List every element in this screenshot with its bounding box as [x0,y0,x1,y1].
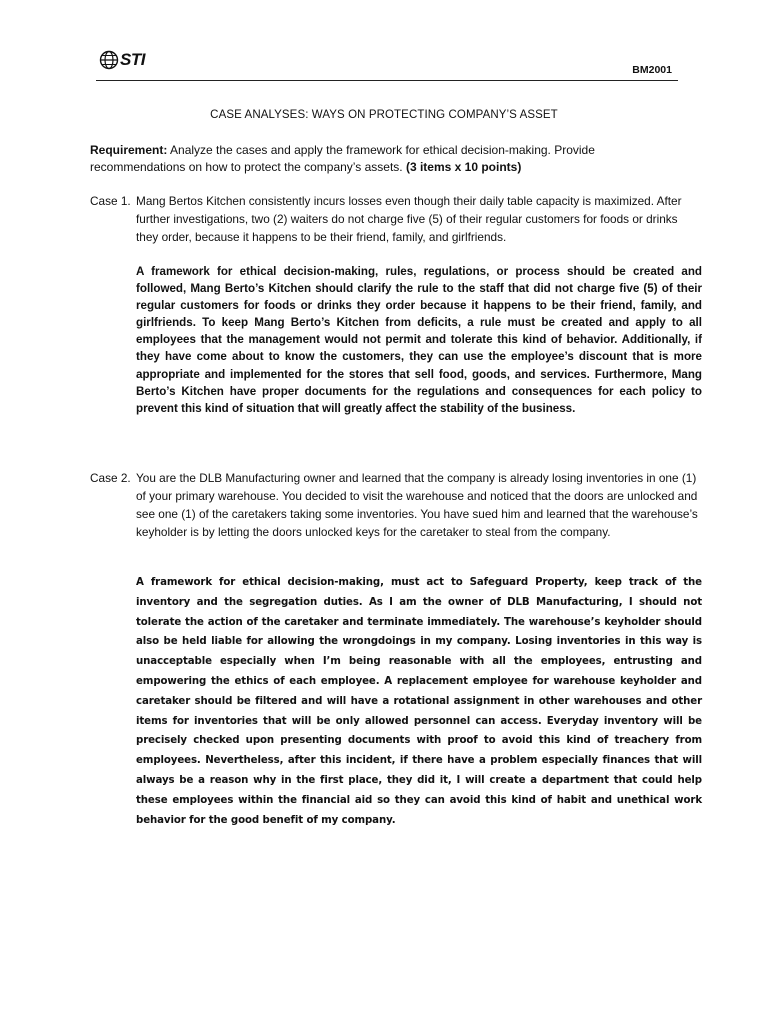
case-label: Case 1. [90,194,131,208]
globe-logo-icon [99,50,119,70]
case-answer: A framework for ethical decision-making, must act to Safeguard Property, keep track of the inventory and the segregation duties. As I am the owner of DLB Manufacturing, I should not tolerate the action of the caretaker and terminate immediately. The warehouse’s keyholder should also be held liable for allowing the wrongdoings in my company. Losing inventories in this way is unacceptable especially when I’m being reasonable with all the employees, entrusting and empowering the ethics of each employee. A replacement employee for warehouse keyholder and caretaker should be filtered and will have a rotational assignment in other warehouses and other items for inventories that will be only allowed personnel can access. Everyday inventory will be precisely checked upon presenting documents with proof to avoid this kind of treachery from employees. Nevertheless, after this incident, if there have a problem especially finances that will always be a reason why in the first place, they did it, I will create a department that could help these employees within the financial aid so they can avoid this kind of habit and unethical work behavior for the good benefit of my company. [136,577,702,826]
case-prompt: Mang Bertos Kitchen consistently incurs losses even though their daily table capacity is maximized. After further investigations, two (2) waiters do not charge five (5) of their regular customers for foods or drinks they order, because it happens to be their friend, family, and girlfriends. [136,194,682,244]
header-divider [96,80,678,81]
document-code: BM2001 [632,64,672,76]
requirement-label: Requirement: [90,143,168,157]
case-prompt: You are the DLB Manufacturing owner and learned that the company is already losing inventories in one (1) of your primary warehouse. You decided to visit the warehouse and noticed that the doors are unlocked and see one (1) of the caretakers taking some inventories. You have sued him and learned that the warehouse’s keyholder is by letting the doors unlocked keys for the caretaker to steal from the company. [136,471,698,539]
page-title: CASE ANALYSES: WAYS ON PROTECTING COMPANY’S ASSET [210,109,558,121]
requirement-text: Analyze the cases and apply the framework for ethical decision-making. Provide recommendations on how to protect the company’s assets. [90,143,595,174]
case-label: Case 2. [90,471,131,485]
requirement-paragraph [90,142,650,176]
sti-logo [99,50,145,70]
logo-text: STI [120,50,145,69]
case-answer: A framework for ethical decision-making, rules, regulations, or process should be created and followed, Mang Berto’s Kitchen should clarify the rule to the staff that did not charge five (5) of their regular customers for foods or drinks they order because it happens to be their friend, family, and girlfriends. To keep Mang Berto’s Kitchen from deficits, a rule must be created and apply to all employees that the management would not permit and tolerate this kind of behavior. Additionally, if they have come about to know the customers, they can use the employee’s discount that is more appropriate and implemented for the stores that sell food, goods, and services. Furthermore, Mang Berto’s Kitchen have proper documents for the regulations and consequences for each policy to prevent this kind of situation that will greatly affect the stability of the business. [136,265,702,415]
requirement-points: (3 items x 10 points) [405,160,522,174]
